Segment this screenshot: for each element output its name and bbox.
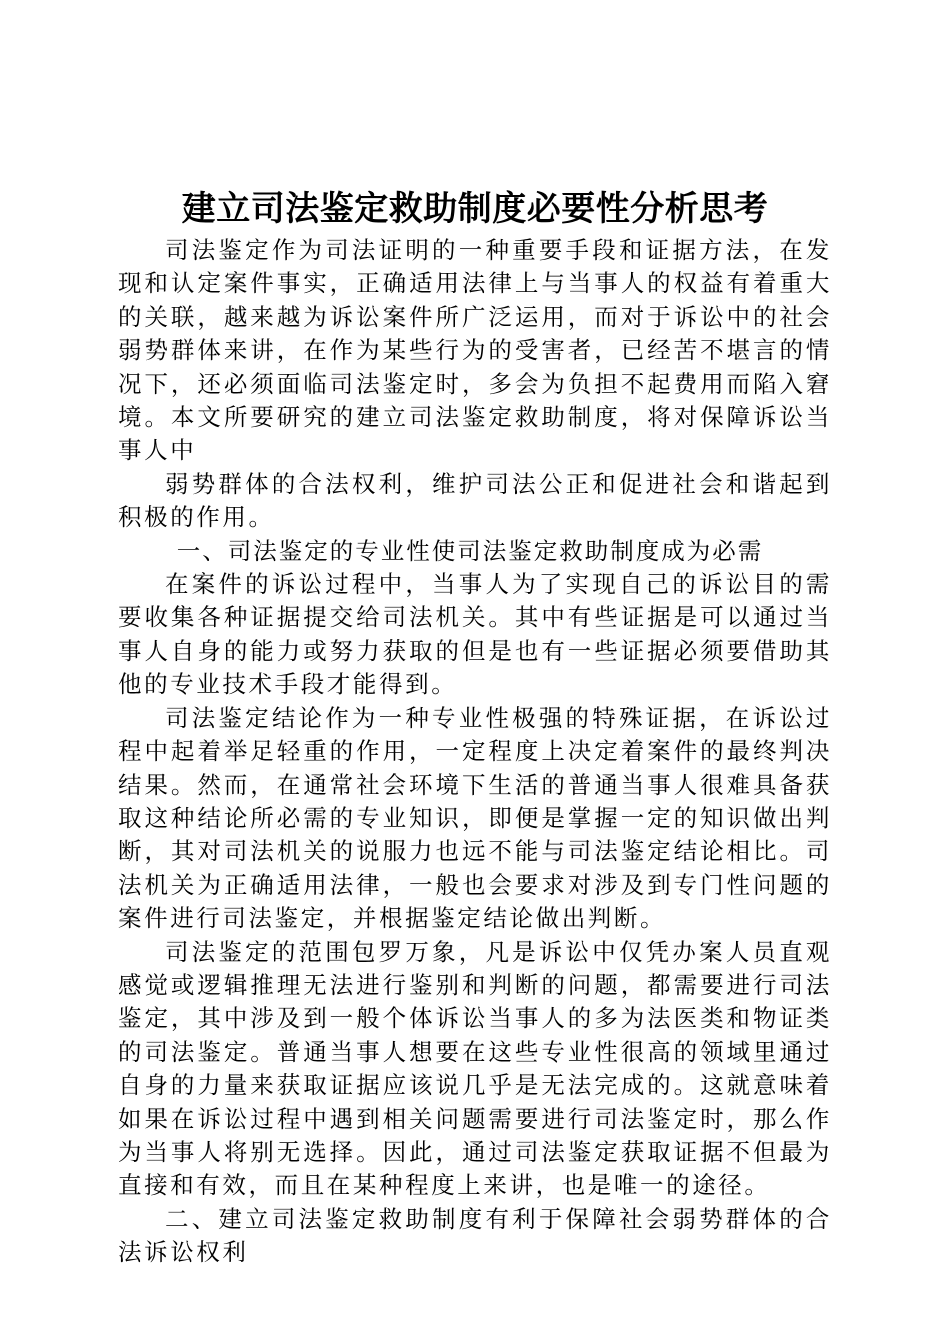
section-heading-two: 二、建立司法鉴定救助制度有利于保障社会弱势群体的合法诉讼权利 — [118, 1204, 832, 1267]
paragraph-intro-continued: 弱势群体的合法权利，维护司法公正和促进社会和谐起到积极的作用。 — [118, 469, 832, 532]
paragraph-appraisal-scope: 司法鉴定的范围包罗万象，凡是诉讼中仅凭办案人员直观感觉或逻辑推理无法进行鉴别和判断的问题，都需要进行司法鉴定，其中涉及到一般个体诉讼当事人的多为法医类和物证类的司法鉴定。普通当事人想要在这些专业性很高的领域里通过自身的力量来获取证据应该说几乎是无法完成的。这就意味着如果在诉讼过程中遇到相关问题需要进行司法鉴定时，那么作为当事人将别无选择。因此，通过司法鉴定获取证据不但最为直接和有效，而且在某种程度上来讲，也是唯一的途径。 — [118, 937, 832, 1200]
document-title: 建立司法鉴定救助制度必要性分析思考 — [181, 189, 769, 229]
section-heading-one: 一、司法鉴定的专业性使司法鉴定救助制度成为必需 — [176, 536, 764, 565]
document-body — [118, 234, 832, 1270]
paragraph-appraisal-conclusion: 司法鉴定结论作为一种专业性极强的特殊证据，在诉讼过程中起着举足轻重的作用，一定程度上决定着案件的最终判决结果。然而，在通常社会环境下生活的普通当事人很难具备获取这种结论所必需的专业知识，即便是掌握一定的知识做出判断，其对司法机关的说服力也远不能与司法鉴定结论相比。司法机关为正确适用法律，一般也会要求对涉及到专门性问题的案件进行司法鉴定，并根据鉴定结论做出判断。 — [118, 703, 832, 933]
paragraph-intro: 司法鉴定作为司法证明的一种重要手段和证据方法，在发现和认定案件事实，正确适用法律上与当事人的权益有着重大的关联，越来越为诉讼案件所广泛运用，而对于诉讼中的社会弱势群体来讲，在作为某些行为的受害者，已经苦不堪言的情况下，还必须面临司法鉴定时，多会为负担不起费用而陷入窘境。本文所要研究的建立司法鉴定救助制度，将对保障诉讼当事人中 — [118, 236, 832, 465]
paragraph-evidence-collection: 在案件的诉讼过程中，当事人为了实现自己的诉讼目的需要收集各种证据提交给司法机关。其中有些证据是可以通过当事人自身的能力或努力获取的但是也有一些证据必须要借助其他的专业技术手段才能得到。 — [118, 570, 832, 699]
